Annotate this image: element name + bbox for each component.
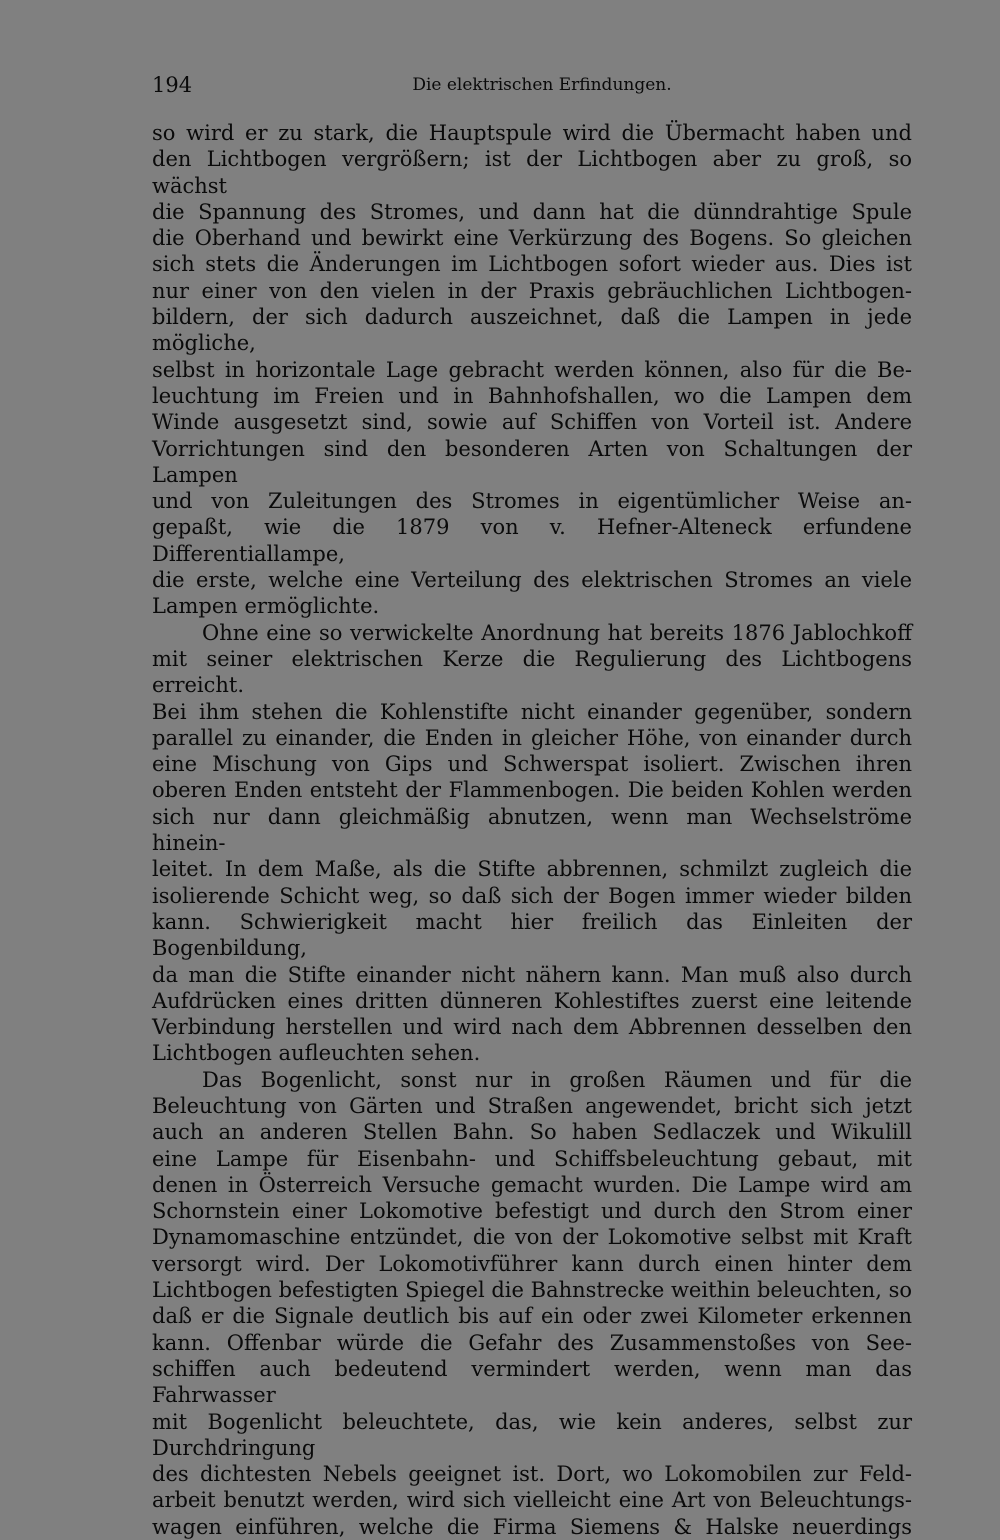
text-line: sich nur dann gleichmäßig abnutzen, wenn man Wechselströme hinein- (152, 804, 912, 856)
text-line: Winde ausgesetzt sind, sowie auf Schiffen von Vorteil ist. Andere (152, 410, 912, 435)
text-line: Lampen ermöglichte. (152, 594, 380, 619)
text-line: leitet. In dem Maße, als die Stifte abbrennen, schmilzt zugleich die (152, 857, 912, 882)
page-number: 194 (152, 73, 193, 97)
text-line: bildern, der sich dadurch auszeichnet, daß die Lampen in jede mögliche, (152, 305, 912, 356)
page-header (152, 70, 912, 100)
text-line: arbeit benutzt werden, wird sich vielleicht eine Art von Beleuchtungs- (152, 1488, 912, 1513)
text-line: kann. Offenbar würde die Gefahr des Zusammenstoßes von See- (152, 1330, 912, 1355)
text-line: und von Zuleitungen des Stromes in eigentümlicher Weise an- (152, 489, 912, 514)
text-line: selbst in horizontale Lage gebracht werden können, also für die Be- (152, 357, 912, 382)
text-line: Vorrichtungen sind den besonderen Arten von Schaltungen der Lampen (152, 436, 912, 487)
text-line: denen in Österreich Versuche gemacht wurden. Die Lampe wird am (152, 1172, 912, 1197)
text-line: die Spannung des Stromes, und dann hat die dünndrahtige Spule (152, 199, 912, 224)
text-line: Schornstein einer Lokomotive befestigt und durch den Strom einer (152, 1199, 912, 1224)
text-line: Dynamomaschine entzündet, die von der Lokomotive selbst mit Kraft (152, 1225, 912, 1250)
text-line: die erste, welche eine Verteilung des elektrischen Stromes an viele (152, 568, 912, 593)
text-line: Lichtbogen aufleuchten sehen. (152, 1041, 481, 1066)
text-line: mit seiner elektrischen Kerze die Regulierung des Lichtbogens erreicht. (152, 646, 912, 698)
text-line: Aufdrücken eines dritten dünneren Kohlestiftes zuerst eine leitende (152, 988, 912, 1013)
text-line: so wird er zu stark, die Hauptspule wird die Übermacht haben und (152, 121, 912, 145)
text-line: parallel zu einander, die Enden in gleicher Höhe, von einander durch (152, 725, 912, 750)
text-line: des dichtesten Nebels geeignet ist. Dort, wo Lokomobilen zur Feld- (152, 1462, 912, 1487)
text-line: wagen einführen, welche die Firma Siemens & Halske neuerdings (152, 1514, 912, 1539)
text-line: eine Mischung von Gips und Schwerspat isoliert. Zwischen ihren (152, 752, 912, 777)
text-line: gepaßt, wie die 1879 von v. Hefner-Alteneck erfundene Differentiallampe, (152, 515, 912, 566)
text-line: mit Bogenlicht beleuchtete, das, wie kein anderes, selbst zur Durchdringung (152, 1409, 912, 1460)
text-line: isolierende Schicht weg, so daß sich der Bogen immer wieder bilden (152, 883, 912, 908)
text-line: da man die Stifte einander nicht nähern kann. Man muß also durch (152, 962, 912, 987)
text-line: schiffen auch bedeutend vermindert werden, wenn man das Fahrwasser (152, 1356, 912, 1408)
text-line: eine Lampe für Eisenbahn- und Schiffsbeleuchtung gebaut, mit (152, 1146, 912, 1171)
text-line: die Oberhand und bewirkt eine Verkürzung des Bogens. So gleichen (152, 226, 912, 251)
text-line: nur einer von den vielen in der Praxis gebräuchlichen Lichtbogen- (152, 278, 912, 303)
text-line: Verbindung herstellen und wird nach dem Abbrennen desselben den (152, 1015, 912, 1040)
text-line: kann. Schwierigkeit macht hier freilich das Einleiten der Bogenbildung, (152, 909, 912, 961)
running-title: Die elektrischen Erfindungen. (412, 75, 672, 95)
text-line: leuchtung im Freien und in Bahnhofshallen, wo die Lampen dem (152, 383, 912, 408)
text-line: den Lichtbogen vergrößern; ist der Lichtbogen aber zu groß, so wächst (152, 147, 912, 198)
body-text (152, 120, 912, 1540)
text-line: Beleuchtung von Gärten und Straßen angewendet, bricht sich jetzt (152, 1093, 912, 1118)
text-line: Ohne eine so verwickelte Anordnung hat bereits 1876 Jablochkoff (202, 620, 912, 645)
text-line: Das Bogenlicht, sonst nur in großen Räumen und für die (202, 1067, 912, 1092)
text-line: oberen Enden entsteht der Flammenbogen. Die beiden Kohlen werden (152, 778, 912, 803)
text-line: versorgt wird. Der Lokomotivführer kann durch einen hinter dem (152, 1251, 912, 1276)
text-line: auch an anderen Stellen Bahn. So haben Sedlaczek und Wikulill (152, 1120, 912, 1145)
text-line: daß er die Signale deutlich bis auf ein oder zwei Kilometer erkennen (152, 1304, 912, 1329)
text-line: sich stets die Änderungen im Lichtbogen sofort wieder aus. Dies ist (152, 252, 912, 277)
text-line: Bei ihm stehen die Kohlenstifte nicht einander gegenüber, sondern (152, 699, 912, 724)
text-line: Lichtbogen befestigten Spiegel die Bahnstrecke weithin beleuchten, so (152, 1278, 912, 1303)
